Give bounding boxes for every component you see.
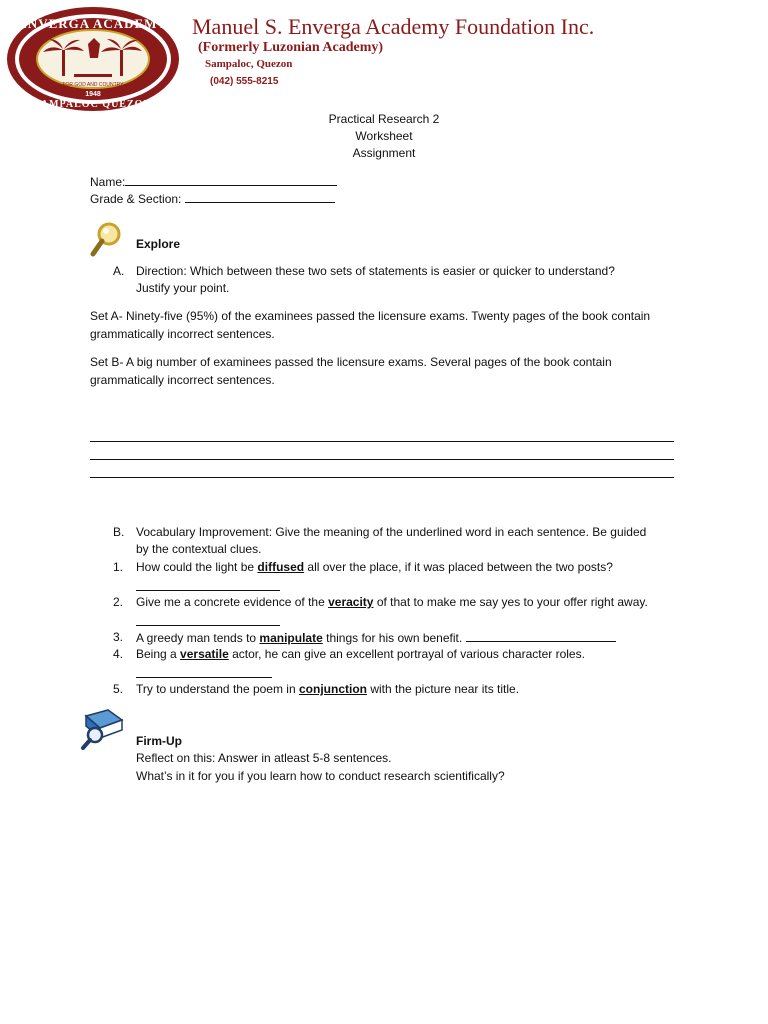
org-location: Sampaloc, Quezon [205,58,293,70]
vocab-item-text-before: How could the light be [136,560,258,574]
explore-item-a-marker: A. [113,264,125,278]
vocab-marker: B. [113,525,125,539]
vocab-item-2 [136,594,648,611]
vocab-item-3-blank[interactable] [466,629,616,642]
book-magnifier-icon [80,708,126,750]
name-field [90,173,337,191]
vocab-direction-line2: by the contextual clues. [136,542,262,556]
set-b-line1: Set B- A big number of examinees passed the licensure exams. Several pages of the book contain [90,355,612,369]
name-label: Name: [90,175,126,189]
magnifier-icon [90,222,122,258]
seal-year: 1948 [85,91,101,98]
vocab-item-text-before: Try to understand the poem in [136,682,299,696]
firmup-line2: What’s in it for you if you learn how to conduct research scientifically? [136,769,505,783]
seal-text-bottom: SAMPALOC QUEZON [34,99,152,110]
set-a-line1: Set A- Ninety-five (95%) of the examinees passed the licensure exams. Twenty pages of the book contain [90,309,651,323]
seal-text-top: ENVERGA ACADEMY [18,16,168,31]
vocab-item-text-before: Give me a concrete evidence of the [136,595,329,609]
answer-line-3[interactable] [90,477,674,478]
grade-section-blank[interactable] [185,190,335,203]
vocab-item-3 [136,629,616,647]
doc-title-assignment: Assignment [352,146,416,160]
doc-title-subject: Practical Research 2 [328,112,440,126]
vocab-item-5 [136,681,519,698]
firmup-line1: Reflect on this: Answer in atleast 5-8 sentences. [136,751,392,765]
vocab-underlined-word: diffused [257,560,305,574]
vocab-item-number: 5. [113,682,124,696]
name-blank[interactable] [125,173,337,186]
vocab-underlined-word: versatile [180,647,229,661]
seal-motto: FOR GOD AND COUNTRY [62,82,124,88]
vocab-underlined-word: manipulate [259,631,323,645]
vocab-direction-line1: Vocabulary Improvement: Give the meaning of the underlined word in each sentence. Be guided [136,525,647,539]
answer-line-1[interactable] [90,441,674,442]
vocab-item-number: 3. [113,630,124,644]
vocab-item-text-after: of that to make me say yes to your offer right away. [373,595,648,609]
set-a-line2: grammatically incorrect sentences. [90,327,275,341]
vocab-item-text-after: with the picture near its title. [366,682,520,696]
set-b-line2: grammatically incorrect sentences. [90,373,275,387]
vocab-item-text-before: Being a [136,647,181,661]
firmup-heading: Firm-Up [136,734,182,748]
grade-section-label: Grade & Section: [90,192,185,206]
answer-line-2[interactable] [90,459,674,460]
vocab-item-number: 2. [113,595,124,609]
vocab-item-number: 4. [113,647,124,661]
explore-direction-line1: Direction: Which between these two sets of statements is easier or quicker to understand? [136,264,615,278]
org-former-name: (Formerly Luzonian Academy) [198,40,384,55]
doc-title-type: Worksheet [355,129,413,143]
vocab-item-1 [136,559,613,576]
explore-direction-line2: Justify your point. [136,281,230,295]
explore-heading: Explore [136,237,181,251]
grade-section-field [90,190,335,208]
vocab-item-number: 1. [113,560,124,574]
academy-seal-logo [4,4,182,114]
org-name: Manuel S. Enverga Academy Foundation Inc. [192,14,595,39]
vocab-underlined-word: conjunction [298,682,367,696]
vocab-underlined-word: veracity [328,595,374,609]
vocab-item-4 [136,646,585,663]
vocab-item-text-before: A greedy man tends to [136,631,260,645]
vocab-item-text-after: all over the place, if it was placed between the two posts? [304,560,613,574]
vocab-item-text-after: things for his own benefit. [322,631,466,645]
org-phone: (042) 555-8215 [210,76,279,87]
vocab-item-text-after: actor, he can give an excellent portrayal of various character roles. [228,647,585,661]
